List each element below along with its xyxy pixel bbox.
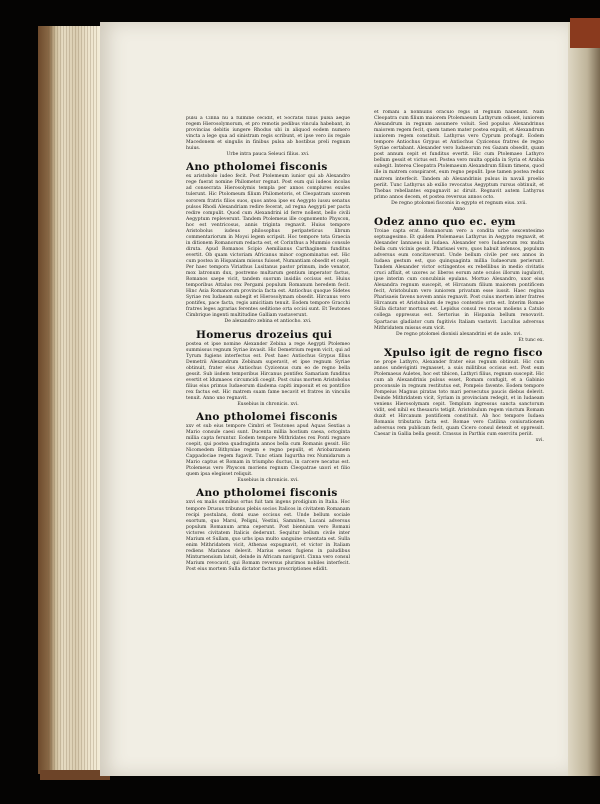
left-body-2-tail: Eusebius in chronicis. xvi. — [237, 401, 299, 407]
right-body-2: ne prope Lathyro, Alexander frater eius regnum obtinuit. Hic cum annos undeviginti regnasset, a suis militibus occisus est. Post eum Ptolemaeus Auletes, hoc est tibicen, Lathyri filius, regnum suscepit. Hic cum ab Alexandrinis pulsus esset, Romam confugit, et a Gabinio proconsule in regnum restitutus est, Pompeio favente. Eodem tempore Pompeius Magnus piratas toto mari persecutus paucis diebus delevit. Deinde Mithridatem vicit, Syriam in provinciam redegit, et in Iudaeam veniens Hierosolymam cepit. Templum ingressus sancta sanctorum vidit, sed nihil ex thesauris tetigit. Aristobulum regem vinctum Romam duxit et Hircanum pontificem constituit. Ab hoc tempore Iudaea Romanis tributaria facta est. Romae vero Catilina coniurationem adversus rem publicam fecit, quam Cicero consul detexit et oppressit. Caesar in Gallia bella gessit. Crassus in Parthis cum exercitu periit. — [374, 359, 544, 438]
left-body-4: xxvi ex malis omnibus ortus fuit tam ingens prodigium in Italia. Hoc tempore Drusus tribunus plebis socios Italicos in civitatem Romanam recipi postulans, domi suae occisus est. Unde bellum sociale exortum, quo Marsi, Peligni, Vestini, Samnites, Lucani adversus populum Romanum arma ceperunt. Post biennium vero Romani victores civitatem Italicis dederunt. Sequitur bellum civile inter Marium et Sullam, quo urbs ipsa multo sanguine cruentata est. Sulla enim Mithridatem vicit, Athenas expugnavit, et victor in Italiam rediens Marianos delevit. Marius senex fugiens in paludibus Minturnensium latuit, deinde in Africam navigavit. Cinna vero consul Marium revocavit, qui Romam reversus plurimos nobiles interfecit. Post eius mortem Sulla dictator factus proscriptiones edidit. — [186, 500, 350, 572]
left-body-3-tail: Eusebius in chronicis. xvi. — [237, 478, 299, 484]
right-heading-2: Xpulso igit de regno fisco — [384, 346, 543, 359]
left-body-3: xxv et sub eius tempore Cimbri et Teutones apud Aquas Sextias a Mario consule caesi sunt. Ducenta millia hostium caesa, octoginta millia capta feruntur. Eodem tempore Mithridates rex Ponti regnare coepit, qui postea quadraginta annos bella cum Romanis gessit. Hic Nicomedem Bithyniae regem e regno pepulit, et Ariobarzanem Cappadociae regem fugavit. Tunc etiam Iugurtha rex Numidarum a Mario captus et Romam in triumpho ductus, in carcere necatus est. Ptolemeus vero Physcon moriens regnum Cleopatrae uxori et filio quem ipsa elegisset reliquit. — [186, 424, 350, 478]
right-heading-1: Odez anno quo ec. eym — [374, 215, 516, 228]
left-body-1-tail: De alexandro zebina et antiocho. xvi. — [224, 319, 312, 325]
left-heading-4: Ano ptholomei fisconis — [196, 487, 338, 500]
right-body-1-tail2: Et tunc ex. — [518, 337, 544, 343]
right-opening-sub: Anno — [452, 206, 466, 212]
left-heading-1: Ano ptholomei fisconis — [186, 161, 328, 174]
right-body-2-tail: xvi. — [535, 438, 544, 444]
right-body-1: Troiae capta erat. Romanorum vero a condita urbe sexcentesimo septuagesimo. Et quidem Ptolemaeus Lathyrus in Aegypto regnavit, et Alexander Iannaeus in Iudaea. Alexander vero Iudaeorum rex multa bella cum vicinis gessit. Pharisaei vero, quos habuit infensos, populum adversus eum concitaverunt. Unde bellum civile per sex annos in Iudaea gestum est, quo quinquaginta millia Iudaeorum perierunt. Tandem Alexander victor octingentos ex rebellibus in medio civitatis cruci affixit, et uxores ac liberos eorum ante oculos illorum iugulavit, ipse interim cum concubinis epulans. Mortuo Alexandro, uxor eius Alexandra regnum suscepit, et Hircanum filium maiorem pontificem fecit, Aristobulum vero iuniorem privatum esse iussit. Haec regina Pharisaeis favens novem annis regnavit. Post cuius mortem inter fratres Hircanum et Aristobulum de regno contentio orta est. Interim Romae Sulla dictator mortuus est. Lepidus consul res novas moliens a Catulo collega oppressus est. Sertorius in Hispania bellum renovavit. Spartacus gladiator cum fugitivis Italiam vastavit. Lucullus adversus Mithridatem missus eum vicit. — [374, 228, 544, 331]
right-column — [374, 110, 544, 704]
right-opening-text: et romani a nonnullis oraculo regis id regnum habebant. Nam Cleopatra cum filium maiorem Ptolemaeum Lathyrum odisset, iuniorem Alexandrum in regnum assumere voluit. Sed populus Alexandrinus maiorem regem fecit, quem tamen mater postea expulit, et Alexandrum iuniorem regem constituit. Lathyrus vero Cyprum profugit. Eodem tempore Antiochus Grypus et Antiochus Cyzicenus fratres de regno Syriae certabant. Alexander vero Iudaeorum rex Gazam obsedit, quam post annum cepit et funditus evertit. Hic cum Ptolemaeo Lathyro bellum gessit et victus est. Postea vero multa oppida in Syria et Arabia subegit. Interea Cleopatra Ptolemaeum Alexandrum filium timens, quod ille in matrem conspiraret, eum regno pepulit. Ipse tamen postea redux matrem interfecit. Tandem ab Alexandrinis pulsus in navali proelio periit. Tunc Lathyrus ab exilio revocatus Aegyptum rursus obtinuit, et Thebas rebellantes expugnavit ac diruit. Regnavit autem Lathyrus primo annos decem, et postea reversus annos octo. — [374, 110, 544, 200]
left-body-2: postea et ipse nomine Alexander Zebina a rege Aegypti Ptolemeo summissus regnum Syriae invasit. Hic Demetrium regem vicit, qui ad Tyrum fugiens interfectus est. Post haec Antiochus Grypus filius Demetrii Alexandrum Zebinam superavit, et ipse regnum Syriae obtinuit, frater eius Antiochus Cyzicenus cum eo de regno bella gessit. Sub iisdem temporibus Hircanus pontifex Samariam funditus evertit et Idumaeos circumcidi coegit. Post cuius mortem Aristobolus filius eius primus Iudaeorum diadema capiti imposuit et ex pontifice rex factus est. Hic matrem suam fame necavit et fratres in vinculis tenuit. Anno uno regnavit. — [186, 341, 350, 401]
left-body-1: ex aristobolo iudeo fecit. Post Ptolemeum iunior qui ab Alexandro rege fuerat nomine Philometor regnat. Post eum qui iudeos incolas ad consecrata Hierosolymis templa per annos complures exules tulerunt. Hic Ptolomeum filium Philometoris, et Cleopatram uxorem sororem fratris filios suos, quos antea ipse ex Aegypto iussu senatus pulsos Rhodi Alexandriam redire fecerat, ad regna Aegypti per pacta redire compulit. Quod cum Alexandrini id ferre nollent, bello civili Aegyptum repleverunt. Tandem Ptolemeus ille cognomento Physcon, hoc est ventricosus, annis triginta regnavit. Huius tempore Aristobolus iudeus philosophus peripateticus librum commentariorum in Moysi legem scripsit. Hoc tempore tota Graecia in ditionem Romanorum redacta est, et Corinthus a Mummio consule diruta. Apud Romanos Scipio Aemilianus Carthaginem funditus evertit. Ob quam victoriam Africanus minor cognominatus est. Hic cum postea in Hispaniam missus fuisset, Numantiam obsedit et cepit. Per haec tempora Viriathus Lusitanus pastor primum, inde venator, mox latronum dux, postremo multarum gentium imperator factus, Romanos saepe vicit, tandem suorum insidiis occisus est. Huius temporibus Attalus rex Pergami populum Romanum heredem fecit. Hinc Asia Romanorum provincia facta est. Antiochus quoque Sidetes Syriae rex Iudaeam subegit et Hierosolymam obsedit. Hircanus vero pontifex, pace facta, regis amicitiam tenuit. Eodem tempore Gracchi fratres leges agrarias ferentes seditione orta occisi sunt. Et Teutones Cimbrique ingenti multitudine Galliam vastaverunt. — [186, 174, 350, 319]
facing-page-edge — [568, 22, 600, 776]
right-opening-tail: De regno ptolomei fisconis in egypto et regnum eius. xvii. — [391, 200, 527, 206]
book-page — [100, 22, 568, 776]
left-opening-tail: Urbe intra pauca Seleuci filius. xvi. — [226, 152, 310, 158]
left-opening-text: pulsi a Cinna nu a fulmine cecidit, et Socratis filius pulsa aeque regem Hierosolymorum, et pro remotis pedibus vincula habebant, in provincias debitis iungere Rhodus ubi in aliquod eodem numero vincta a lege qua ad sinistram regis scribunt, et ipse vero iis regale Macedonem et singulis in finibus pulsa ab hostibus preli regnum huius. — [186, 116, 350, 152]
book-fore-edge — [38, 26, 100, 774]
right-body-1-tail: De regno ptolomei dionisii alexandrini et de aule. xvi. — [396, 331, 522, 337]
left-heading-2: Homerus drozeius qui — [196, 328, 333, 341]
left-column — [186, 116, 350, 698]
left-heading-3: Ano ptholomei fisconis — [196, 411, 338, 424]
book-cover-corner-top — [570, 18, 600, 48]
